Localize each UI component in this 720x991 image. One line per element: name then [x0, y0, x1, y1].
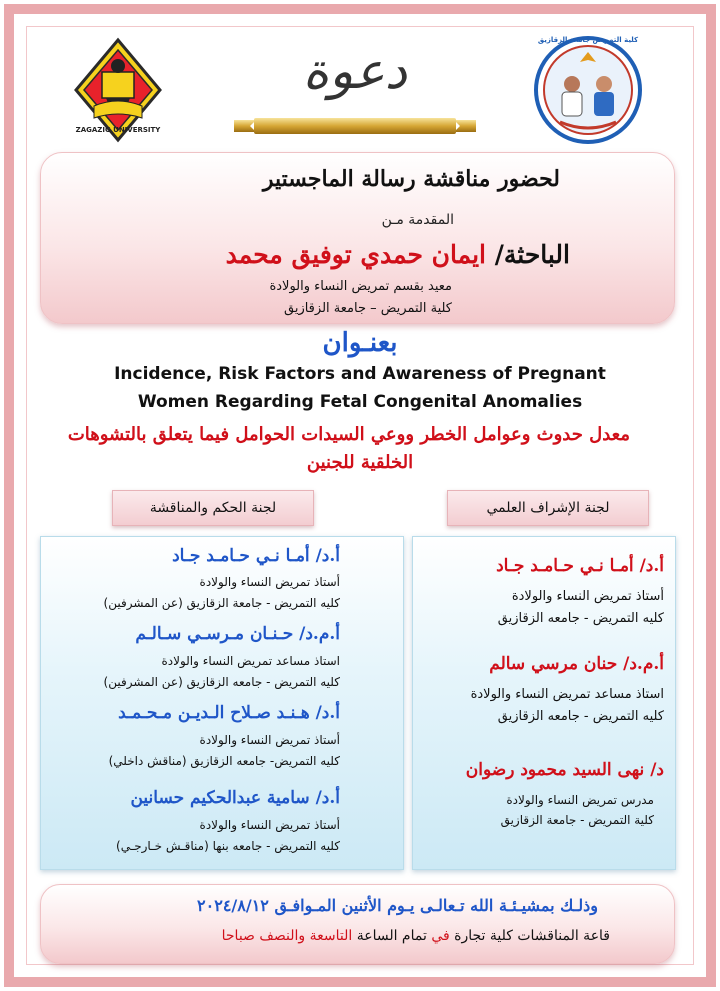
venue-time: تمام الساعة — [356, 928, 427, 944]
attend-heading: لحضور مناقشة رسالة الماجستير — [262, 166, 560, 192]
presented-by-label: المقدمة مـن — [381, 212, 454, 228]
researcher-faculty: كلية التمريض – جامعة الزقازيق — [283, 301, 452, 316]
thesis-title-en-line1: Incidence, Risk Factors and Awareness of Pregnant — [114, 364, 606, 384]
judge-3-name: أ.د/ هـنـد صـلاح الـديـن مـحـمـد — [118, 703, 340, 723]
supervisor-1-name: أ.د/ أمـا نـي حـامـد جـاد — [496, 556, 664, 576]
judge-4-title: أستاذ تمريض النساء والولادة — [199, 818, 340, 832]
supervisor-2-name: أ.م.د/ حنان مرسي سالم — [489, 654, 664, 674]
supervisor-3-affiliation: كلية التمريض - جامعة الزقازيق — [500, 813, 654, 827]
judge-3-affiliation: كليه التمريض- جامعه الزقازيق (مناقش داخلي) — [108, 754, 340, 768]
judge-2-title: استاذ مساعد تمريض النساء والولادة — [161, 654, 340, 668]
supervisor-3-name: د/ نهى السيد محمود رضوان — [465, 760, 664, 780]
venue-line — [222, 928, 610, 944]
judge-1-affiliation: كليه التمريض - جامعة الزقازيق (عن المشرفين) — [103, 596, 340, 610]
gold-ribbon-icon — [234, 116, 476, 136]
logo-caption-right: كلية التمريض جامعة الزقازيق — [537, 36, 639, 44]
entitled-label: بعنـوان — [322, 328, 398, 358]
researcher-prefix: الباحثة/ — [494, 240, 570, 269]
supervisor-1-affiliation: كليه التمريض - جامعه الزقازيق — [497, 611, 664, 626]
venue-hour: التاسعة والنصف صباحا — [221, 928, 353, 944]
supervisor-1-title: أستاذ تمريض النساء والولادة — [511, 589, 664, 604]
supervisor-2-title: استاذ مساعد تمريض النساء والولادة — [470, 687, 664, 702]
zagazig-university-logo — [68, 36, 168, 144]
researcher-name: ايمان حمدي توفيق محمد — [225, 240, 487, 269]
supervisor-3-title: مدرس تمريض النساء والولادة — [506, 793, 654, 807]
judge-2-name: أ.م.د/ حـنـان مـرسـي سـالـم — [135, 624, 340, 644]
invitation-title: دعوة — [302, 42, 408, 100]
date-line: وذلـك بمشيـئـة الله تـعالـى يـوم الأثنين المـوافـق ٢٠٢٤/٨/١٢ — [197, 896, 598, 915]
researcher-position: معيد بقسم تمريض النساء والولادة — [269, 279, 452, 294]
supervisor-2-affiliation: كليه التمريض - جامعه الزقازيق — [497, 709, 664, 724]
logo-caption: ZAGAZIG UNIVERSITY — [75, 126, 161, 134]
thesis-title-ar-line2: الخلقية للجنين — [306, 452, 414, 473]
judging-committee-label: لجنة الحكم والمناقشة — [112, 490, 314, 526]
judge-3-title: أستاذ تمريض النساء والولادة — [199, 733, 340, 747]
judge-4-affiliation: كليه التمريض - جامعه بنها (مناقـش خـارجـي) — [116, 839, 340, 853]
researcher-line — [226, 240, 570, 269]
thesis-title-ar-line1: معدل حدوث وعوامل الخطر ووعي السيدات الحوامل فيما يتعلق بالتشوهات — [67, 424, 630, 445]
faculty-of-nursing-logo — [530, 34, 646, 146]
venue-in: في — [431, 928, 450, 944]
invitation-title-block — [224, 38, 486, 138]
judge-4-name: أ.د/ سامية عبدالحكيم حسانين — [130, 788, 340, 808]
supervision-committee-label: لجنة الإشراف العلمي — [447, 490, 649, 526]
judge-2-affiliation: كليه التمريض - جامعه الزقازيق (عن المشرفين) — [103, 675, 340, 689]
judge-1-title: أستاذ تمريض النساء والولادة — [199, 575, 340, 589]
judge-1-name: أ.د/ أمـا نـي حـامـد جـاد — [172, 546, 340, 566]
thesis-title-en-line2: Women Regarding Fetal Congenital Anomalies — [137, 392, 583, 412]
venue-prefix: قاعة المناقشات كلية تجارة — [454, 928, 610, 944]
